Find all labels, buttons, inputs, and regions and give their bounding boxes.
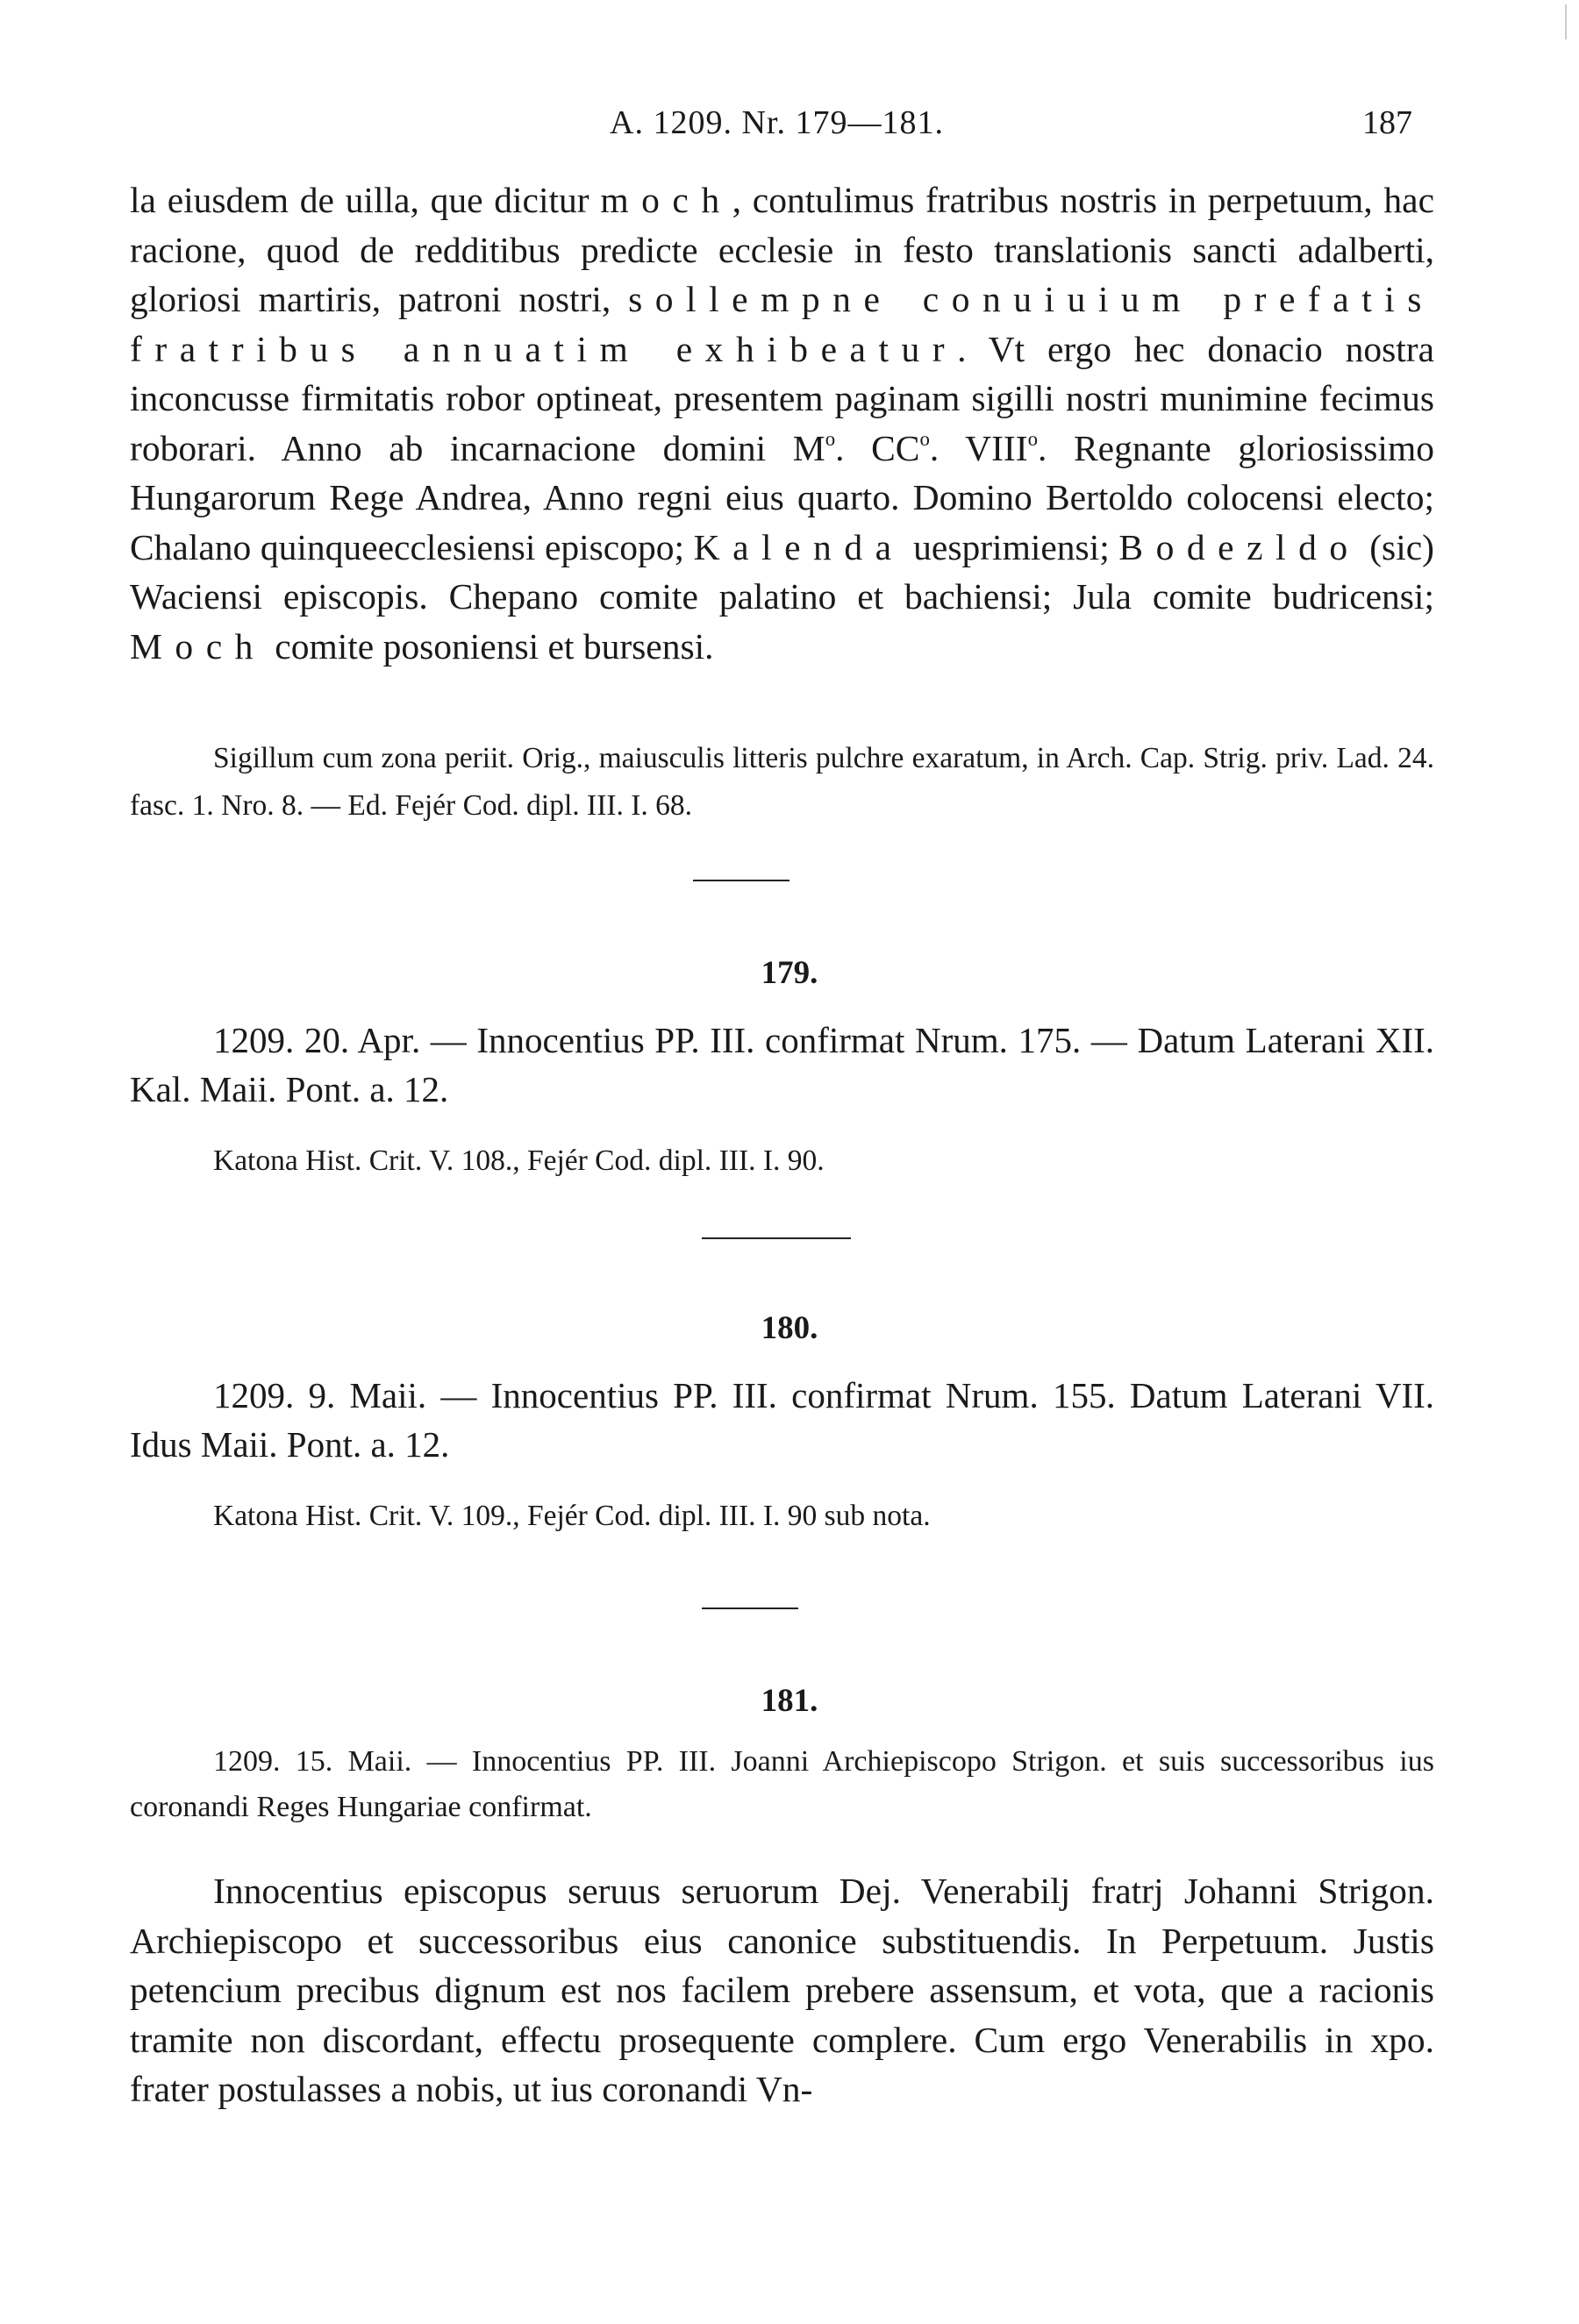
page-header (132, 103, 1447, 156)
doc179-number: 179. (761, 955, 818, 991)
scan-edge-mark (1565, 4, 1567, 39)
spaced-name-kalenda: Kalenda (693, 526, 904, 567)
doc178-text (130, 175, 1434, 671)
doc181-number: 181. (761, 1683, 818, 1719)
doc180-number: 180. (761, 1310, 818, 1346)
separator-rule (702, 1608, 798, 1609)
spaced-name-bodezldo: Bodezldo (1118, 526, 1361, 567)
running-title: A. 1209. Nr. 179—181. (610, 104, 944, 141)
spaced-phrase: sollempne conuiuium prefatis fratribus annuatim exhibeatur (130, 279, 1434, 369)
doc179-literature: Katona Hist. Crit. V. 108., Fejér Cod. dipl. III. I. 90. (213, 1144, 825, 1177)
spaced-name-moch: moch (600, 180, 732, 220)
spaced-name-moch-2: Moch (130, 625, 266, 667)
separator-rule (702, 1237, 851, 1239)
doc178-paragraph: la eiusdem de uilla, que dicitur moch, contulimus fratribus nostris in perpetuum, hac racione, quod de redditibus predicte ecclesie in festo translationis sancti adalberti, gloriosi martiris, patroni nostri, sollempne conuiuium prefatis fratribus annuatim exhibeatur. Vt ergo hec donacio nostra inconcusse firmitatis robor optineat, presentem paginam sigilli nostri munimine fecimus roborari. Anno ab incarnacione domini $M^o$. $CC^o$. VIII$^o$. Regnante gloriosissimo Hungarorum Rege Andrea, Anno regni eius quarto. Domino Bertoldo colocensi electo; Chalano quinqueecclesiensi episcopo; Kalenda uesprimiensi; Bodezldo (sic) Waciensi episcopis. Chepano comite palatino et bachiensi; Jula comite budricensi; Moch comite posoniensi et bursensi. (130, 180, 1434, 667)
doc178-source-note: Sigillum cum zona periit. Orig., maiusculis litteris pulchre exaratum, in Arch. Cap. Strig. priv. Lad. 24. fasc. 1. Nro. 8. — Ed. Fejér Cod. dipl. III. I. 68. (130, 742, 1434, 822)
doc180-regest: 1209. 9. Maii. — Innocentius PP. III. confirmat Nrum. 155. Datum Laterani VII. Idus Maii. Pont. a. 12. (130, 1375, 1434, 1465)
doc179-regest: 1209. 20. Apr. — Innocentius PP. III. confirmat Nrum. 175. — Datum Laterani XII. Kal. Maii. Pont. a. 12. (130, 1020, 1434, 1109)
page-number: 187 (1362, 104, 1412, 141)
doc180-literature: Katona Hist. Crit. V. 109., Fejér Cod. dipl. III. I. 90 sub nota. (213, 1500, 931, 1532)
doc181-regest: 1209. 15. Maii. — Innocentius PP. III. Joanni Archiepiscopo Strigon. et suis successoribus ius coronandi Reges Hungariae confirmat. (130, 1745, 1434, 1823)
doc181-text: Innocentius episcopus seruus seruorum Dej. Venerabilj fratrj Johanni Strigon. Archiepiscopo et successoribus eius canonice substituendis. In Perpetuum. Justis petencium precibus dignum est nos facilem prebere assensum, et vota, que a racionis tramite non discordant, effectu prosequente complere. Cum ergo Venerabilis in xpo. frater postulasses a nobis, ut ius coronandi Vn- (130, 1871, 1434, 2109)
separator-rule (693, 880, 790, 881)
